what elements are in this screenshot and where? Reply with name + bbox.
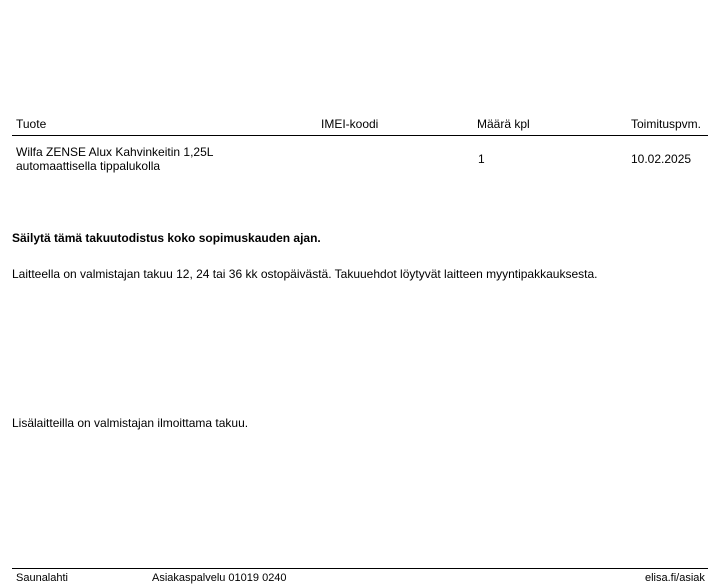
column-header-delivery-date: Toimituspvm.: [631, 117, 702, 131]
accessory-warranty-text: Lisälaitteilla on valmistajan ilmoittama takuu.: [12, 416, 249, 430]
quantity-value: 1: [478, 152, 485, 166]
column-header-imei: IMEI-koodi: [321, 117, 379, 131]
footer-customer-service: Asiakaspalvelu 01019 0240: [152, 572, 287, 584]
keep-certificate-notice: Säilytä tämä takuutodistus koko sopimuskauden ajan.: [12, 231, 321, 245]
column-header-product: Tuote: [16, 117, 47, 131]
footer-divider: [12, 568, 708, 569]
product-name: Wilfa ZENSE Alux Kahvinkeitin 1,25L automaattisella tippalukolla: [16, 145, 213, 173]
device-warranty-text: Laitteella on valmistajan takuu 12, 24 tai 36 kk ostopäivästä. Takuuehdot löytyvät laitteen myyntipakkauksesta.: [12, 267, 598, 281]
column-header-quantity: Määrä kpl: [477, 117, 530, 131]
product-table: [12, 115, 708, 180]
footer-brand: Saunalahti: [16, 572, 68, 584]
delivery-date-value: 10.02.2025: [631, 152, 692, 166]
footer-link[interactable]: elisa.fi/asiak: [645, 572, 705, 584]
table-row: [12, 136, 708, 180]
table-header: [12, 115, 708, 136]
